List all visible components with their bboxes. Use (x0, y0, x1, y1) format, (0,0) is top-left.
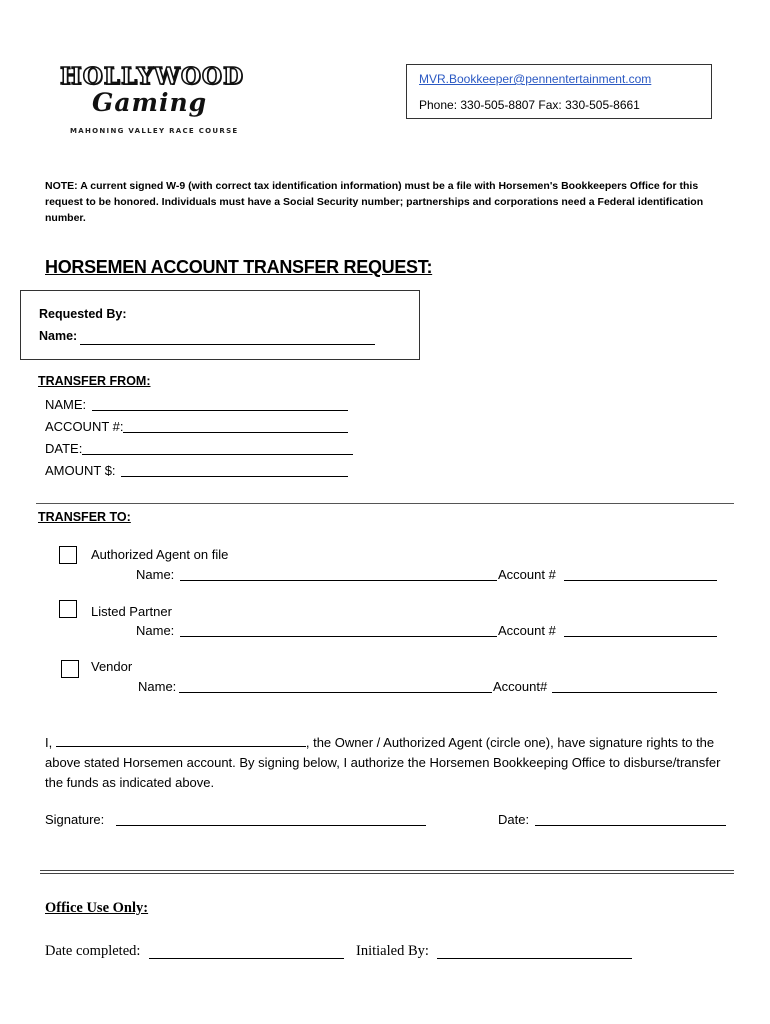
vendor-name-field[interactable] (179, 692, 492, 693)
logo-gaming: Gaming (92, 88, 208, 117)
agent-account-field[interactable] (564, 580, 717, 581)
logo-hollywood: HOLLYWOOD (60, 63, 244, 90)
signature-field[interactable] (116, 825, 426, 826)
authorization-prefix: I, (45, 735, 53, 750)
office-divider-bottom (40, 873, 734, 874)
office-use-heading: Office Use Only: (45, 900, 149, 916)
authorization-statement (45, 733, 735, 793)
listed-partner-label: Listed Partner (91, 604, 172, 619)
transfer-to-heading: TRANSFER TO: (38, 510, 131, 524)
partner-name-label: Name: (136, 623, 175, 638)
requested-by-box (20, 290, 420, 360)
vendor-account-field[interactable] (552, 692, 717, 693)
signature-label: Signature: (45, 812, 105, 827)
authorization-text: , the Owner / Authorized Agent (circle one), have signature rights to the above stated Horsemen account. By signing below, I authorize the Horsemen Bookkeeping Office to disburse/transfer the funds as indicated above. (45, 735, 721, 790)
signature-date-label: Date: (498, 812, 530, 827)
w9-note: NOTE: A current signed W-9 (with correct tax identification information) must be a file with Horsemen's Bookkeepers Office for this request to be honored. Individuals must have a Social Security number; partnerships and corporations need a Federal identification number. (45, 180, 704, 224)
office-divider-top (40, 870, 734, 871)
initialed-by-label: Initialed By: (356, 943, 429, 959)
partner-account-label: Account # (498, 623, 556, 638)
vendor-checkbox[interactable] (61, 660, 79, 678)
vendor-label: Vendor (91, 659, 133, 674)
logo-subtitle: MAHONING VALLEY RACE COURSE (70, 127, 239, 135)
requested-name-field[interactable] (80, 344, 375, 345)
page-title: HORSEMEN ACCOUNT TRANSFER REQUEST: (45, 257, 433, 277)
partner-name-field[interactable] (180, 636, 497, 637)
signature-date-field[interactable] (535, 825, 726, 826)
transfer-from-heading: TRANSFER FROM: (38, 374, 151, 388)
vendor-account-label: Account# (493, 679, 548, 694)
from-amount-label: AMOUNT $: (45, 463, 116, 478)
from-amount-field[interactable] (121, 476, 348, 477)
section-divider (36, 503, 734, 504)
from-account-field[interactable] (123, 432, 348, 433)
from-date-field[interactable] (82, 454, 353, 455)
authorized-agent-checkbox[interactable] (59, 546, 77, 564)
from-date-label: DATE: (45, 441, 83, 456)
from-name-label: NAME: (45, 397, 87, 412)
date-completed-field[interactable] (149, 958, 344, 959)
agent-name-label: Name: (136, 567, 175, 582)
date-completed-label: Date completed: (45, 943, 141, 959)
agent-account-label: Account # (498, 567, 556, 582)
from-name-field[interactable] (92, 410, 348, 411)
email-link[interactable]: MVR.Bookkeeper@pennentertainment.com (419, 72, 652, 86)
listed-partner-checkbox[interactable] (59, 600, 77, 618)
vendor-name-label: Name: (138, 679, 177, 694)
requested-by-label: Requested By: (39, 307, 127, 321)
contact-box (406, 64, 712, 119)
authorized-agent-label: Authorized Agent on file (91, 547, 229, 562)
partner-account-field[interactable] (564, 636, 717, 637)
phone-fax-text: Phone: 330-505-8807 Fax: 330-505-8661 (419, 98, 640, 112)
requested-name-label: Name: (39, 329, 78, 343)
owner-name-field[interactable] (56, 734, 306, 747)
initialed-by-field[interactable] (437, 958, 632, 959)
agent-name-field[interactable] (180, 580, 497, 581)
from-account-label: ACCOUNT #: (45, 419, 124, 434)
